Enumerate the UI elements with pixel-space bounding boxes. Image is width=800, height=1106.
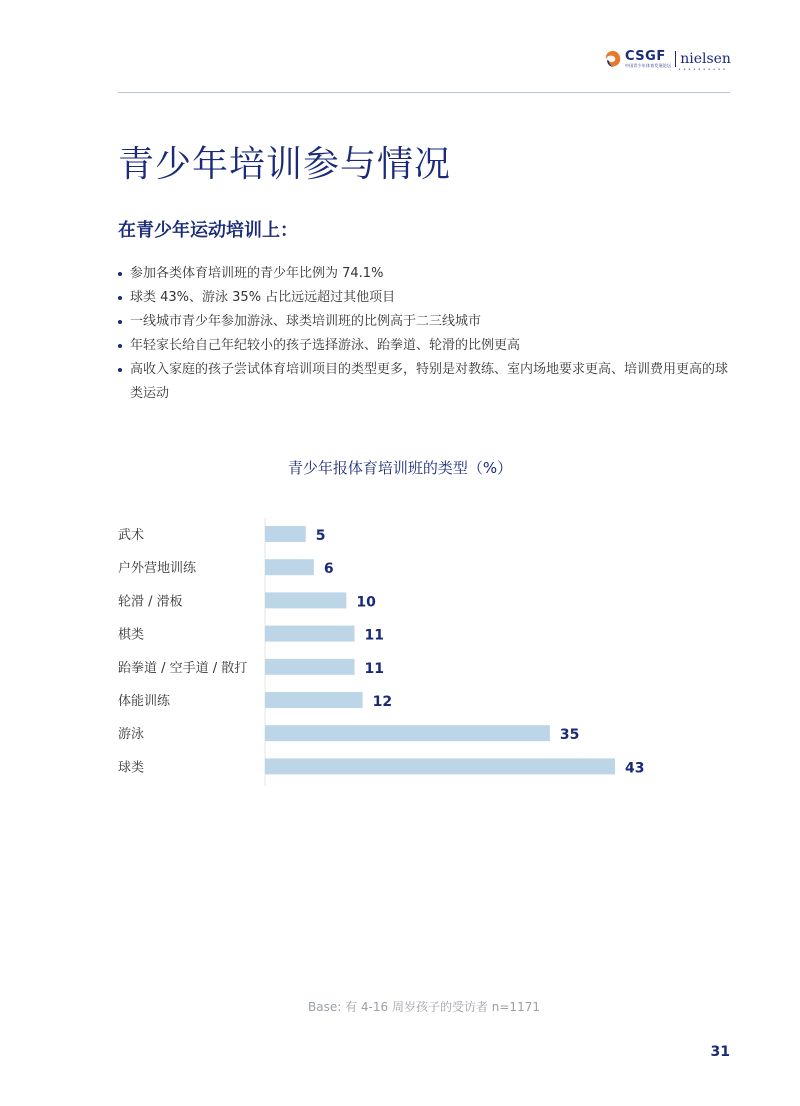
page-number: 31 — [710, 1044, 730, 1060]
bar-value-label: 35 — [559, 727, 580, 744]
csgf-wordmark: CSGF — [625, 49, 666, 64]
bar — [265, 592, 346, 608]
footnote: Base: 有 4-16 周岁孩子的受访者 n=1171 — [308, 1000, 540, 1014]
chart-title: 青少年报体育培训班的类型（%） — [287, 459, 513, 477]
list-item: 年轻家长给自己年纪较小的孩子选择游泳、跆拳道、轮滑的比例更高 — [118, 334, 738, 358]
category-label: 跆拳道 / 空手道 / 散打 — [118, 660, 248, 676]
category-label: 棋类 — [118, 627, 145, 643]
list-item: 参加各类体育培训班的青少年比例为 74.1% — [118, 262, 738, 286]
bar-value-label: 43 — [625, 760, 645, 777]
category-label: 户外营地训练 — [118, 561, 197, 577]
category-label: 球类 — [118, 760, 145, 776]
bar — [265, 626, 355, 642]
bar — [265, 559, 314, 575]
bar-value-label: 5 — [315, 528, 326, 544]
category-label: 轮滑 / 滑板 — [118, 594, 183, 610]
bar-value-label: 10 — [356, 594, 376, 611]
bar — [265, 725, 550, 741]
bar — [265, 692, 363, 708]
bar-value-label: 12 — [372, 694, 393, 710]
bar-value-label: 11 — [364, 660, 385, 677]
category-label: 体能训练 — [118, 694, 171, 709]
section-subtitle: 在青少年运动培训上： — [118, 220, 298, 241]
list-item: 一线城市青少年参加游泳、球类培训班的比例高于二三线城市 — [118, 310, 738, 334]
nielsen-wordmark: nielsen — [680, 51, 731, 67]
category-label: 武术 — [118, 528, 145, 543]
bar-value-label: 6 — [323, 561, 334, 578]
list-item: 球类 43%、游泳 35% 占比远远超过其他项目 — [118, 286, 738, 310]
list-item: 高收入家庭的孩子尝试体育培训项目的类型更多，特别是对教练、室内场地要求更高、培训费用更高的球类运动 — [118, 358, 738, 406]
bar-value-label: 11 — [364, 627, 385, 644]
page-title: 青少年培训参与情况 — [118, 144, 452, 185]
bar — [265, 758, 615, 774]
bar — [265, 659, 355, 675]
csgf-subtitle: 中国青少年体育发展论坛 — [625, 63, 672, 68]
bar — [265, 526, 306, 542]
logo-dots-decoration: •••••••••• — [678, 67, 728, 73]
category-label: 游泳 — [118, 727, 145, 743]
